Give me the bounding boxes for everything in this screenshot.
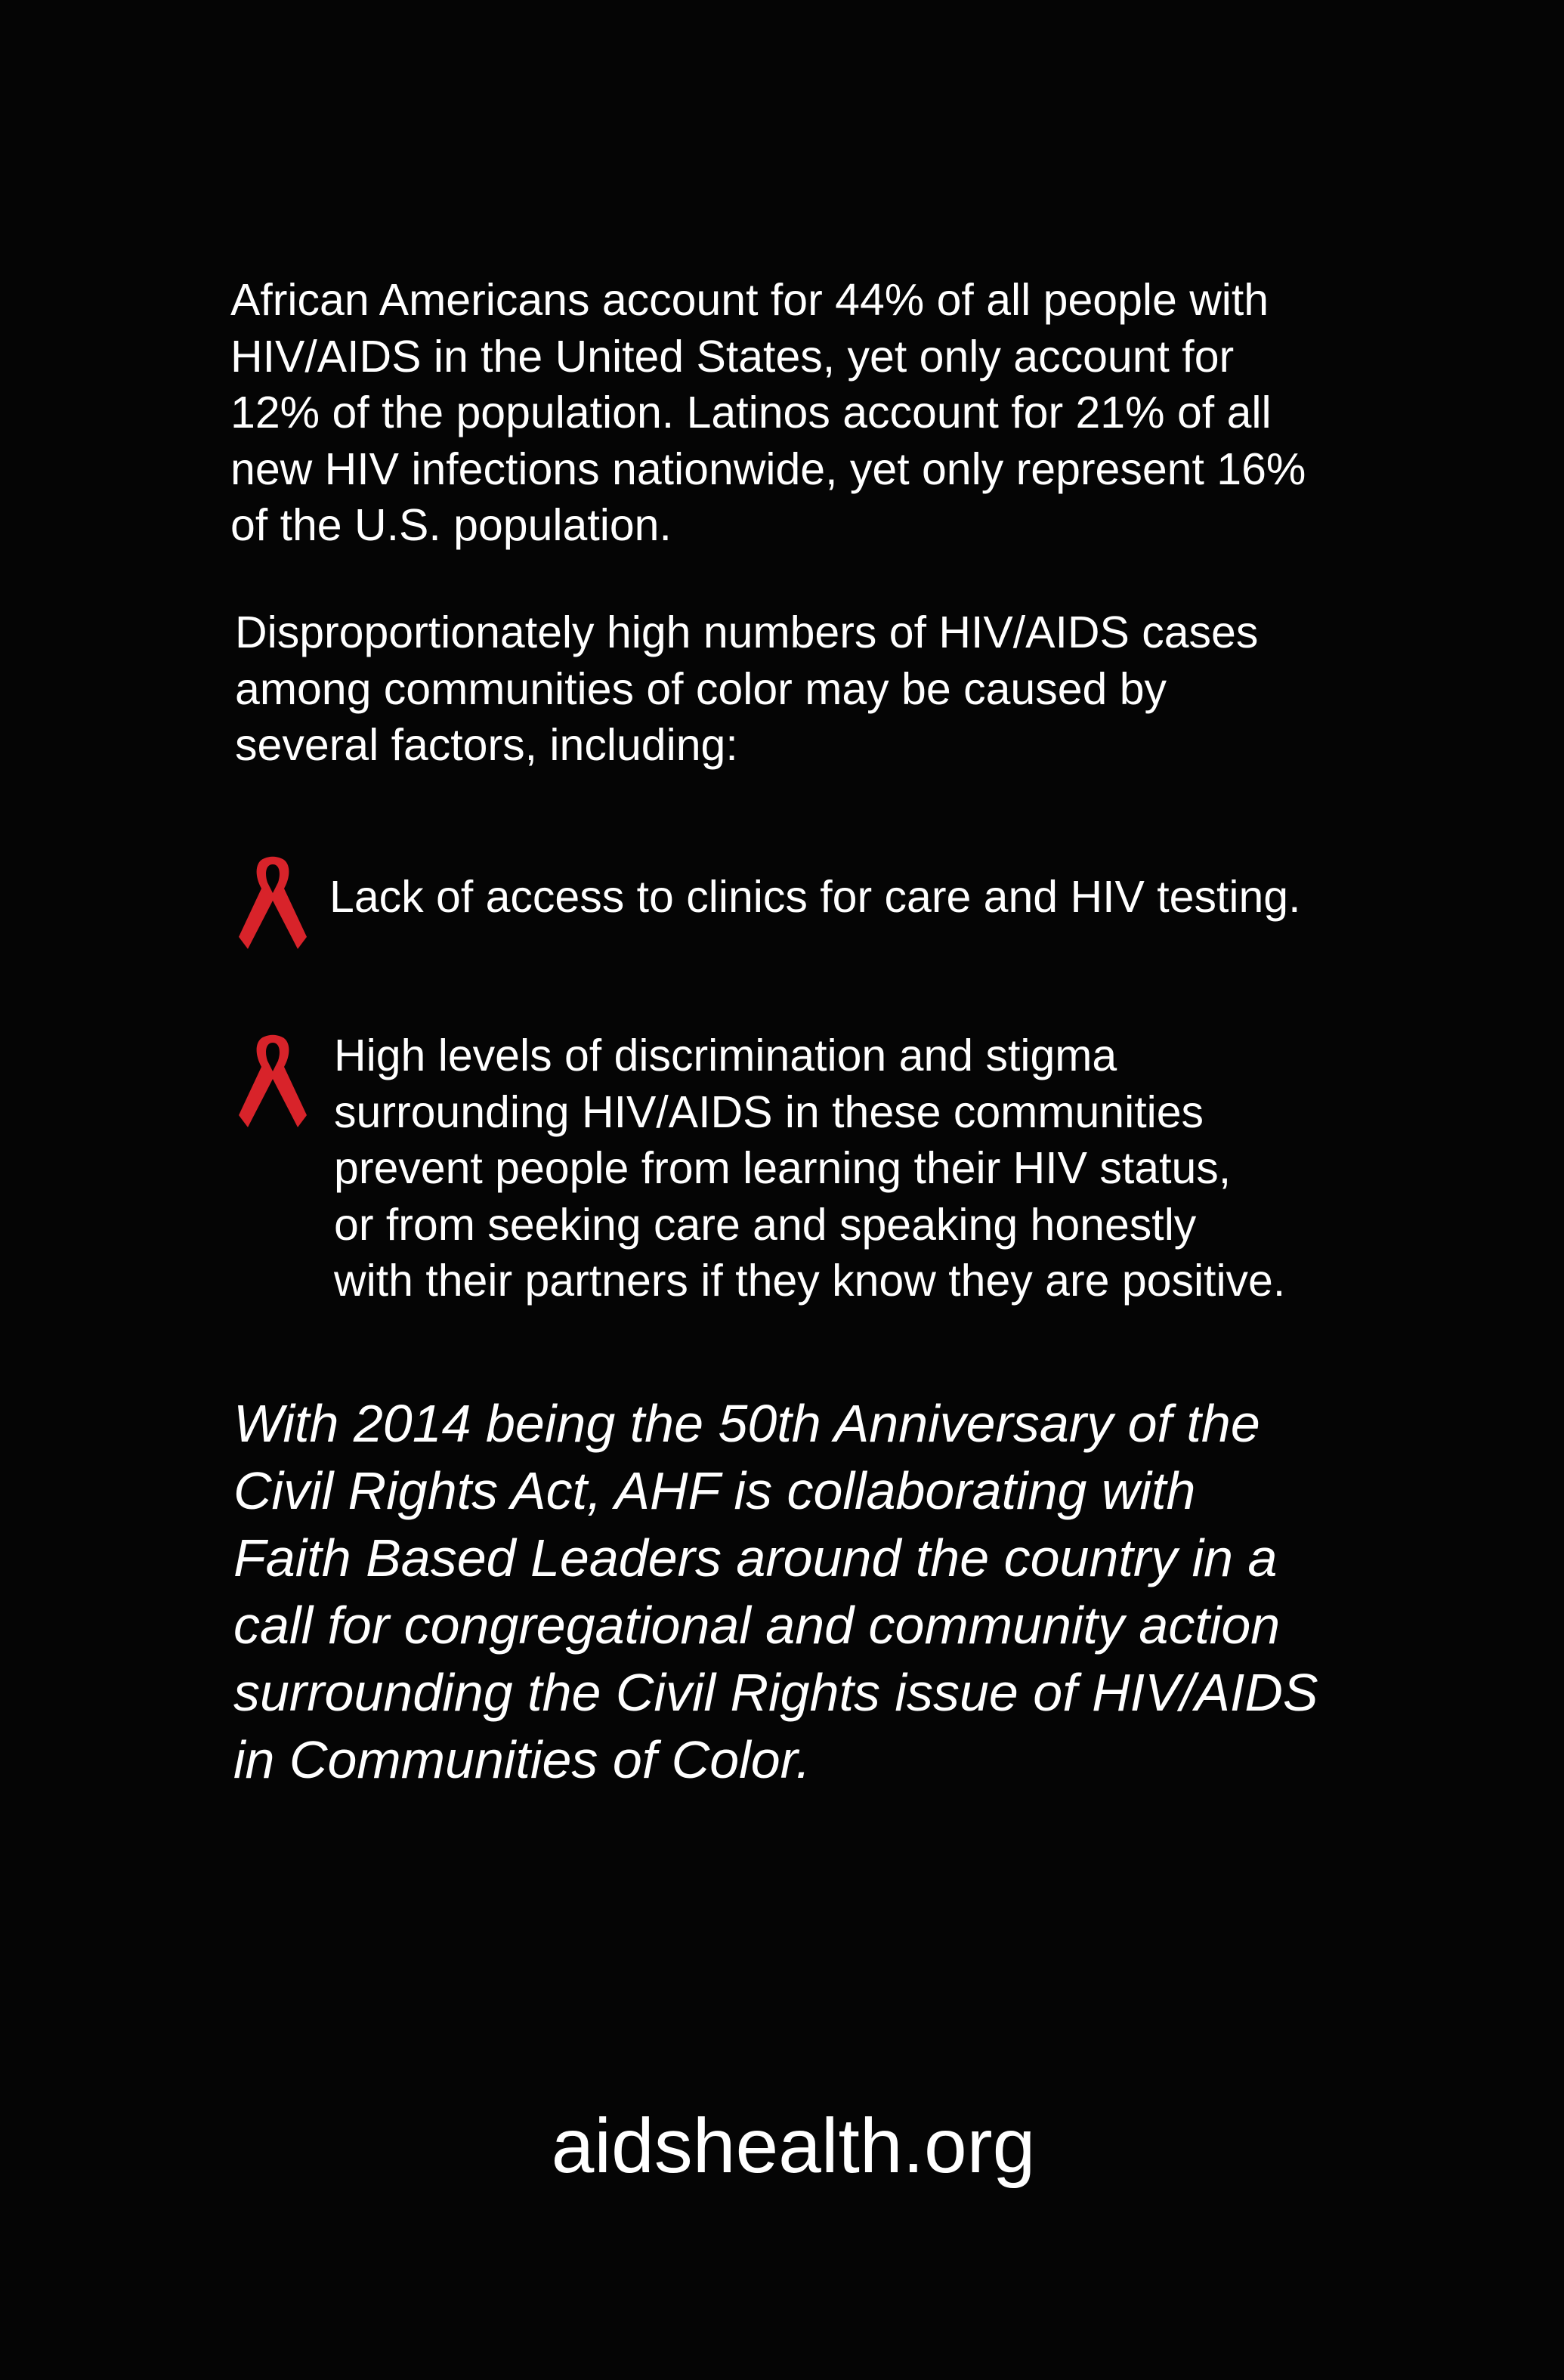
bullet-item-access xyxy=(233,854,1300,952)
statistics-paragraph: African Americans account for 44% of all people with HIV/AIDS in the United States, yet only account for 12% of the population. Latinos account for 21% of all new HIV infections nationwide, yet only represent 16% of the U.S. population. xyxy=(230,275,1306,550)
red-ribbon-icon xyxy=(233,854,313,952)
bullet-item-stigma xyxy=(233,1032,1285,1309)
factors-intro-paragraph: Disproportionately high numbers of HIV/AIDS cases among communities of color may be caused by several factors, including: xyxy=(235,607,1259,770)
bullet-text: High levels of discrimination and stigma surrounding HIV/AIDS in these communities prevent people from learning their HIV status, or from seeking care and speaking honestly with their partners if they know they are positive. xyxy=(334,1031,1286,1306)
bullet-text: Lack of access to clinics for care and HIV testing. xyxy=(329,872,1301,922)
website-link[interactable]: aidshealth.org xyxy=(551,2103,1036,2189)
red-ribbon-icon xyxy=(233,1032,313,1130)
civil-rights-paragraph: With 2014 being the 50th Anniversary of the Civil Rights Act, AHF is collaborating with Faith Based Leaders around the country in a call for congregational and community action surrounding the Civil Rights issue of HIV/AIDS in Communities of Color. xyxy=(233,1394,1318,1789)
